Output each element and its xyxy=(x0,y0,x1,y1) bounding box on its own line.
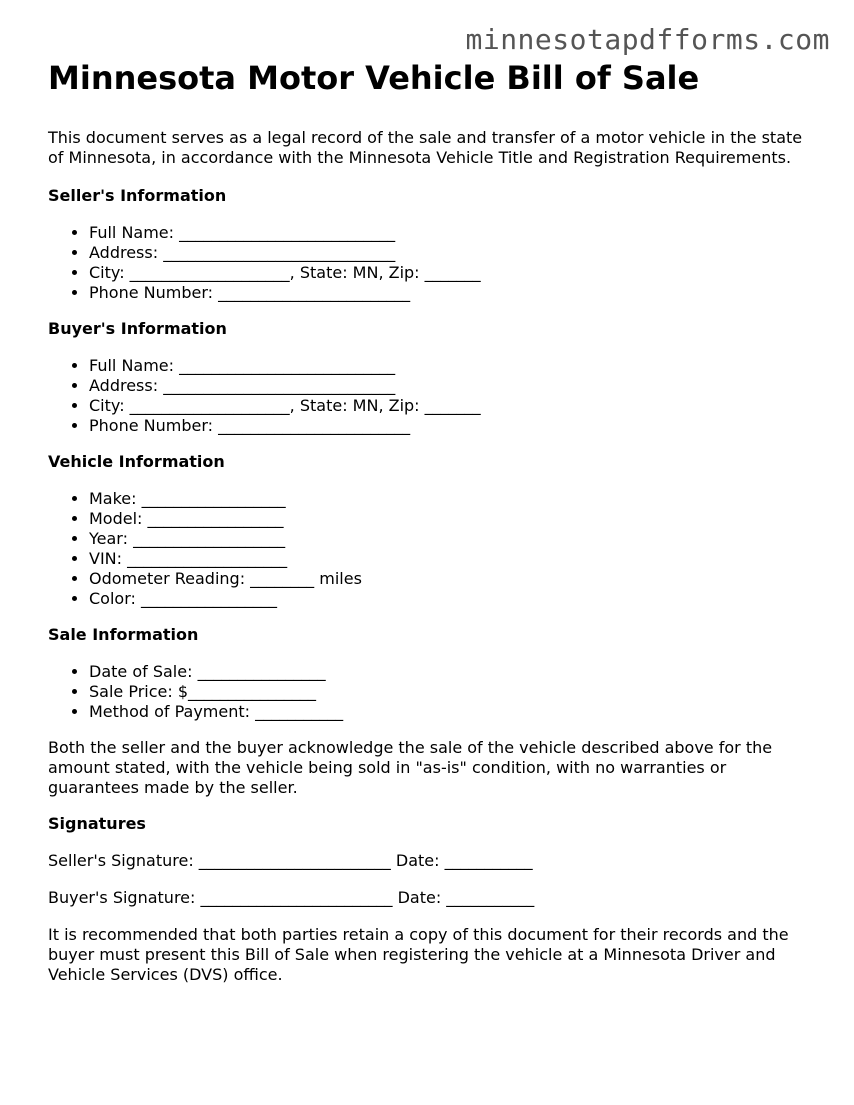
seller-phone-field: • Phone Number: ________________________ xyxy=(89,283,818,303)
sale-fields-list xyxy=(48,662,818,722)
vehicle-make-field: • Make: __________________ xyxy=(89,489,818,509)
page-title: Minnesota Motor Vehicle Bill of Sale xyxy=(48,59,700,97)
site-watermark: minnesotapdfforms.com xyxy=(465,23,830,56)
sale-price-field: • Sale Price: $________________ xyxy=(89,682,818,702)
buyer-full-name-field: • Full Name: ___________________________ xyxy=(89,356,818,376)
signatures-section-heading: Signatures xyxy=(48,814,146,833)
seller-signature-line: Seller's Signature: ________________________ Date: ___________ xyxy=(48,851,533,870)
vehicle-odometer-field: • Odometer Reading: ________ miles xyxy=(89,569,818,589)
intro-paragraph: This document serves as a legal record of the sale and transfer of a motor vehicle in the state of Minnesota, in accordance with the Minnesota Vehicle Title and Registration Requirements. xyxy=(48,128,803,167)
vehicle-year-field: • Year: ___________________ xyxy=(89,529,818,549)
sale-date-field: • Date of Sale: ________________ xyxy=(89,662,818,682)
buyer-address-field: • Address: _____________________________ xyxy=(89,376,818,396)
sale-section-heading: Sale Information xyxy=(48,625,199,644)
seller-city-state-zip-field: • City: ____________________, State: MN, Zip: _______ xyxy=(89,263,818,283)
buyer-phone-field: • Phone Number: ________________________ xyxy=(89,416,818,436)
sale-payment-method-field: • Method of Payment: ___________ xyxy=(89,702,818,722)
vehicle-vin-field: • VIN: ____________________ xyxy=(89,549,818,569)
buyer-fields-list xyxy=(48,356,818,436)
seller-full-name-field: • Full Name: ___________________________ xyxy=(89,223,818,243)
document-body xyxy=(48,58,818,985)
vehicle-fields-list xyxy=(48,489,818,609)
seller-address-field: • Address: _____________________________ xyxy=(89,243,818,263)
buyer-city-state-zip-field: • City: ____________________, State: MN, Zip: _______ xyxy=(89,396,818,416)
seller-fields-list xyxy=(48,223,818,303)
vehicle-section-heading: Vehicle Information xyxy=(48,452,225,471)
seller-section-heading: Seller's Information xyxy=(48,186,227,205)
vehicle-model-field: • Model: _________________ xyxy=(89,509,818,529)
buyer-signature-line: Buyer's Signature: ________________________ Date: ___________ xyxy=(48,888,535,907)
vehicle-color-field: • Color: _________________ xyxy=(89,589,818,609)
closing-paragraph: It is recommended that both parties retain a copy of this document for their records and the buyer must present this Bill of Sale when registering the vehicle at a Minnesota Driver and Vehicle Services (DVS) office. xyxy=(48,925,789,984)
buyer-section-heading: Buyer's Information xyxy=(48,319,227,338)
acknowledgement-paragraph: Both the seller and the buyer acknowledge the sale of the vehicle described above for the amount stated, with the vehicle being sold in "as-is" condition, with no warranties or guarantees made by the seller. xyxy=(48,738,773,797)
